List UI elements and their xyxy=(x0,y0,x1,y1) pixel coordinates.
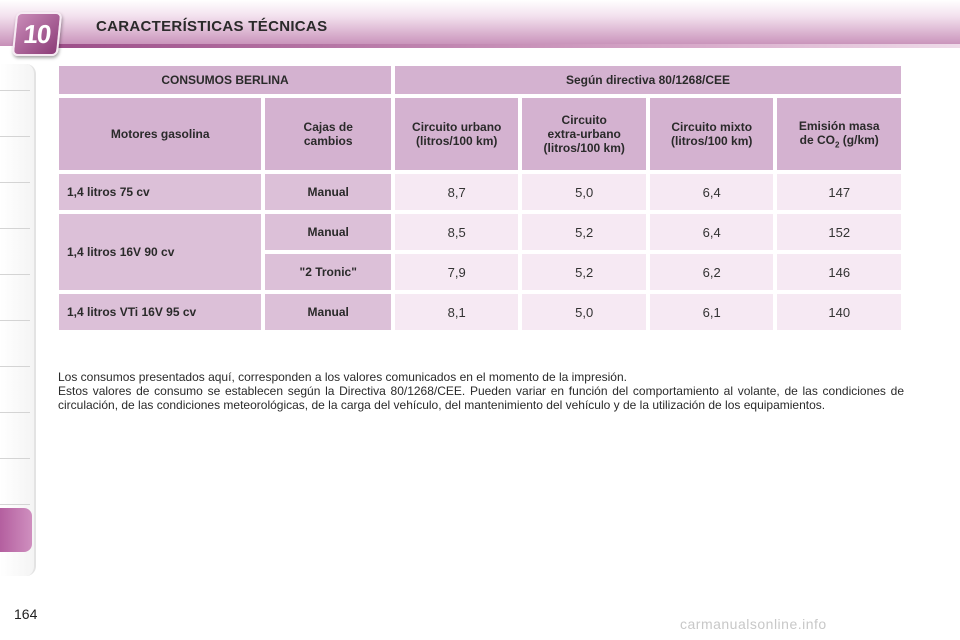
gearbox-cell: Manual xyxy=(265,174,391,210)
note-paragraph: Los consumos presentados aquí, corresponden a los valores comunicados en el momento de la impresión. xyxy=(58,370,627,384)
mixed-cell: 6,4 xyxy=(650,174,774,210)
mixed-cell: 6,2 xyxy=(650,254,774,290)
table-row xyxy=(59,214,901,250)
column-header-urban xyxy=(395,98,519,170)
header-line: (litros/100 km) xyxy=(671,134,753,148)
column-header-gearbox xyxy=(265,98,391,170)
directive-title: Según directiva 80/1268/CEE xyxy=(395,66,901,94)
consumption-table xyxy=(55,62,905,334)
header-line: cambios xyxy=(303,134,353,148)
tab-divider xyxy=(0,136,30,137)
tab-divider xyxy=(0,228,30,229)
chapter-tab-rail xyxy=(0,64,36,576)
note-paragraph: Estos valores de consumo se establecen según la Directiva 80/1268/CEE. Pueden variar en función del comportamiento al volante, de las condiciones de circulación, de las condiciones meteorológicas, de la carga del vehículo, del mantenimiento del vehículo y de la utilización de los equipamientos. xyxy=(58,384,904,412)
table-title: CONSUMOS BERLINA xyxy=(59,66,391,94)
engine-cell: 1,4 litros VTi 16V 95 cv xyxy=(59,294,261,330)
notes-block xyxy=(58,370,904,412)
column-header-engine: Motores gasolina xyxy=(59,98,261,170)
co2-cell: 140 xyxy=(777,294,901,330)
urban-cell: 8,5 xyxy=(395,214,519,250)
header-line: (g/km) xyxy=(839,132,879,147)
co2-subscript: 2 xyxy=(835,140,840,150)
table-row xyxy=(59,294,901,330)
co2-cell: 146 xyxy=(777,254,901,290)
tab-divider xyxy=(0,182,30,183)
header-line: Circuito mixto xyxy=(671,120,753,134)
header-line: extra-urbano xyxy=(547,127,621,141)
header-line: Circuito urbano xyxy=(412,120,502,134)
urban-cell: 7,9 xyxy=(395,254,519,290)
chapter-tab-active[interactable] xyxy=(0,508,32,552)
extra-urban-cell: 5,0 xyxy=(522,174,646,210)
extra-urban-cell: 5,2 xyxy=(522,214,646,250)
column-header-co2 xyxy=(777,98,901,170)
table-row xyxy=(59,174,901,210)
page-number: 164 xyxy=(14,606,38,622)
tab-divider xyxy=(0,320,30,321)
tab-divider xyxy=(0,504,30,505)
extra-urban-cell: 5,0 xyxy=(522,294,646,330)
header-line: (litros/100 km) xyxy=(543,141,625,155)
engine-cell: 1,4 litros 75 cv xyxy=(59,174,261,210)
chapter-badge: 10 xyxy=(12,12,63,56)
gearbox-cell: Manual xyxy=(265,294,391,330)
tab-divider xyxy=(0,412,30,413)
tab-divider xyxy=(0,90,30,91)
column-header-mixed xyxy=(650,98,774,170)
header-line: Circuito xyxy=(561,113,607,127)
urban-cell: 8,1 xyxy=(395,294,519,330)
page-title: CARACTERÍSTICAS TÉCNICAS xyxy=(96,18,328,35)
header-underline xyxy=(48,44,960,48)
table-title-row xyxy=(59,66,901,94)
header-line: Cajas de xyxy=(303,120,353,134)
mixed-cell: 6,1 xyxy=(650,294,774,330)
column-header-row xyxy=(59,98,901,170)
tab-divider xyxy=(0,366,30,367)
column-header-extra-urban xyxy=(522,98,646,170)
gearbox-cell: "2 Tronic" xyxy=(265,254,391,290)
gearbox-cell: Manual xyxy=(265,214,391,250)
extra-urban-cell: 5,2 xyxy=(522,254,646,290)
watermark: carmanualsonline.info xyxy=(680,616,827,632)
header-line: (litros/100 km) xyxy=(416,134,498,148)
co2-cell: 147 xyxy=(777,174,901,210)
tab-divider xyxy=(0,274,30,275)
mixed-cell: 6,4 xyxy=(650,214,774,250)
engine-cell: 1,4 litros 16V 90 cv xyxy=(59,214,261,290)
co2-cell: 152 xyxy=(777,214,901,250)
header-line: Emisión masa xyxy=(798,118,880,133)
header-line: de CO xyxy=(799,132,835,147)
tab-divider xyxy=(0,458,30,459)
urban-cell: 8,7 xyxy=(395,174,519,210)
